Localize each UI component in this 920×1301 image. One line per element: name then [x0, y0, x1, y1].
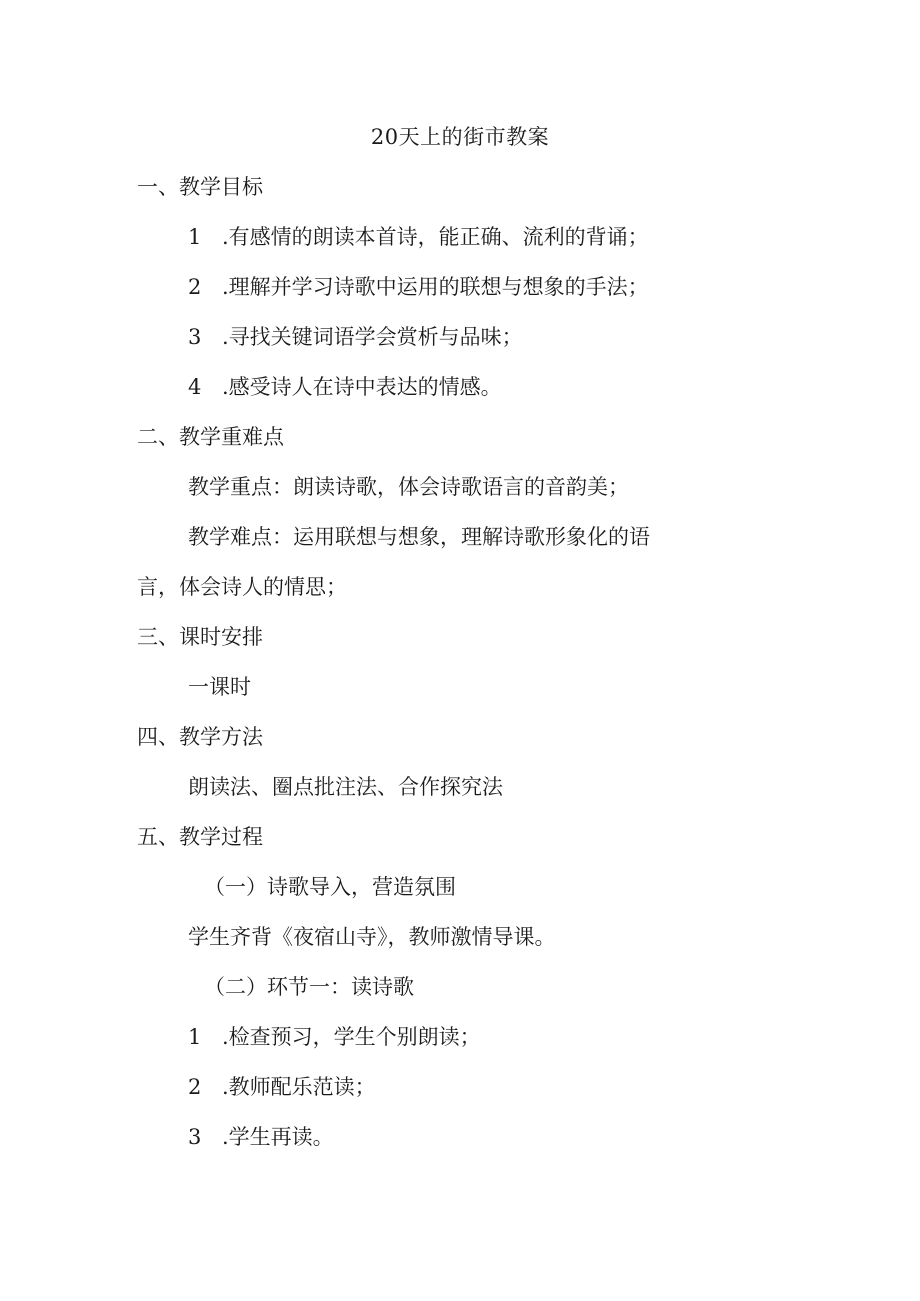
process-item	[188, 1072, 376, 1102]
item-number: 2	[188, 1075, 202, 1099]
section-heading-methods: 四、教学方法	[137, 725, 263, 749]
item-number: 1	[188, 1025, 202, 1049]
schedule-text: 一课时	[188, 675, 251, 699]
item-number: 3	[188, 325, 202, 349]
item-text: .学生再读。	[222, 1125, 334, 1149]
process-item	[188, 1022, 481, 1052]
section-heading-schedule: 三、课时安排	[137, 625, 263, 649]
process-intro-text: 学生齐背《夜宿山寺》，教师激情导课。	[188, 925, 556, 949]
item-text: .感受诗人在诗中表达的情感。	[222, 375, 502, 399]
process-subheading-intro: （一）诗歌导入，营造氛围	[204, 875, 456, 899]
item-text: .有感情的朗读本首诗，能正确、流利的背诵；	[222, 225, 649, 249]
section-heading-process: 五、教学过程	[137, 825, 263, 849]
item-text: .教师配乐范读；	[222, 1075, 376, 1099]
difficult-point-text: 教学难点：运用联想与想象，理解诗歌形象化的语	[188, 525, 650, 549]
item-text: .检查预习，学生个别朗读；	[222, 1025, 481, 1049]
item-text: .理解并学习诗歌中运用的联想与想象的手法；	[222, 275, 649, 299]
item-text: .寻找关键词语学会赏析与品味；	[222, 325, 523, 349]
section-heading-objectives: 一、教学目标	[137, 175, 263, 199]
process-subheading-reading: （二）环节一：读诗歌	[204, 975, 414, 999]
process-item	[188, 1122, 334, 1152]
section-heading-key-points: 二、教学重难点	[137, 425, 284, 449]
item-number: 3	[188, 1125, 202, 1149]
item-number: 2	[188, 275, 202, 299]
item-number: 1	[188, 225, 202, 249]
objective-item	[188, 272, 649, 302]
item-number: 4	[188, 375, 202, 399]
document-title: 20天上的街市教案	[370, 125, 550, 149]
objective-item	[188, 372, 502, 402]
objective-item	[188, 322, 523, 352]
methods-text: 朗读法、圈点批注法、合作探究法	[188, 775, 503, 799]
difficult-point-text-continued: 言，体会诗人的情思；	[137, 575, 347, 599]
key-point-text: 教学重点：朗读诗歌，体会诗歌语言的音韵美；	[188, 475, 629, 499]
objective-item	[188, 222, 649, 252]
